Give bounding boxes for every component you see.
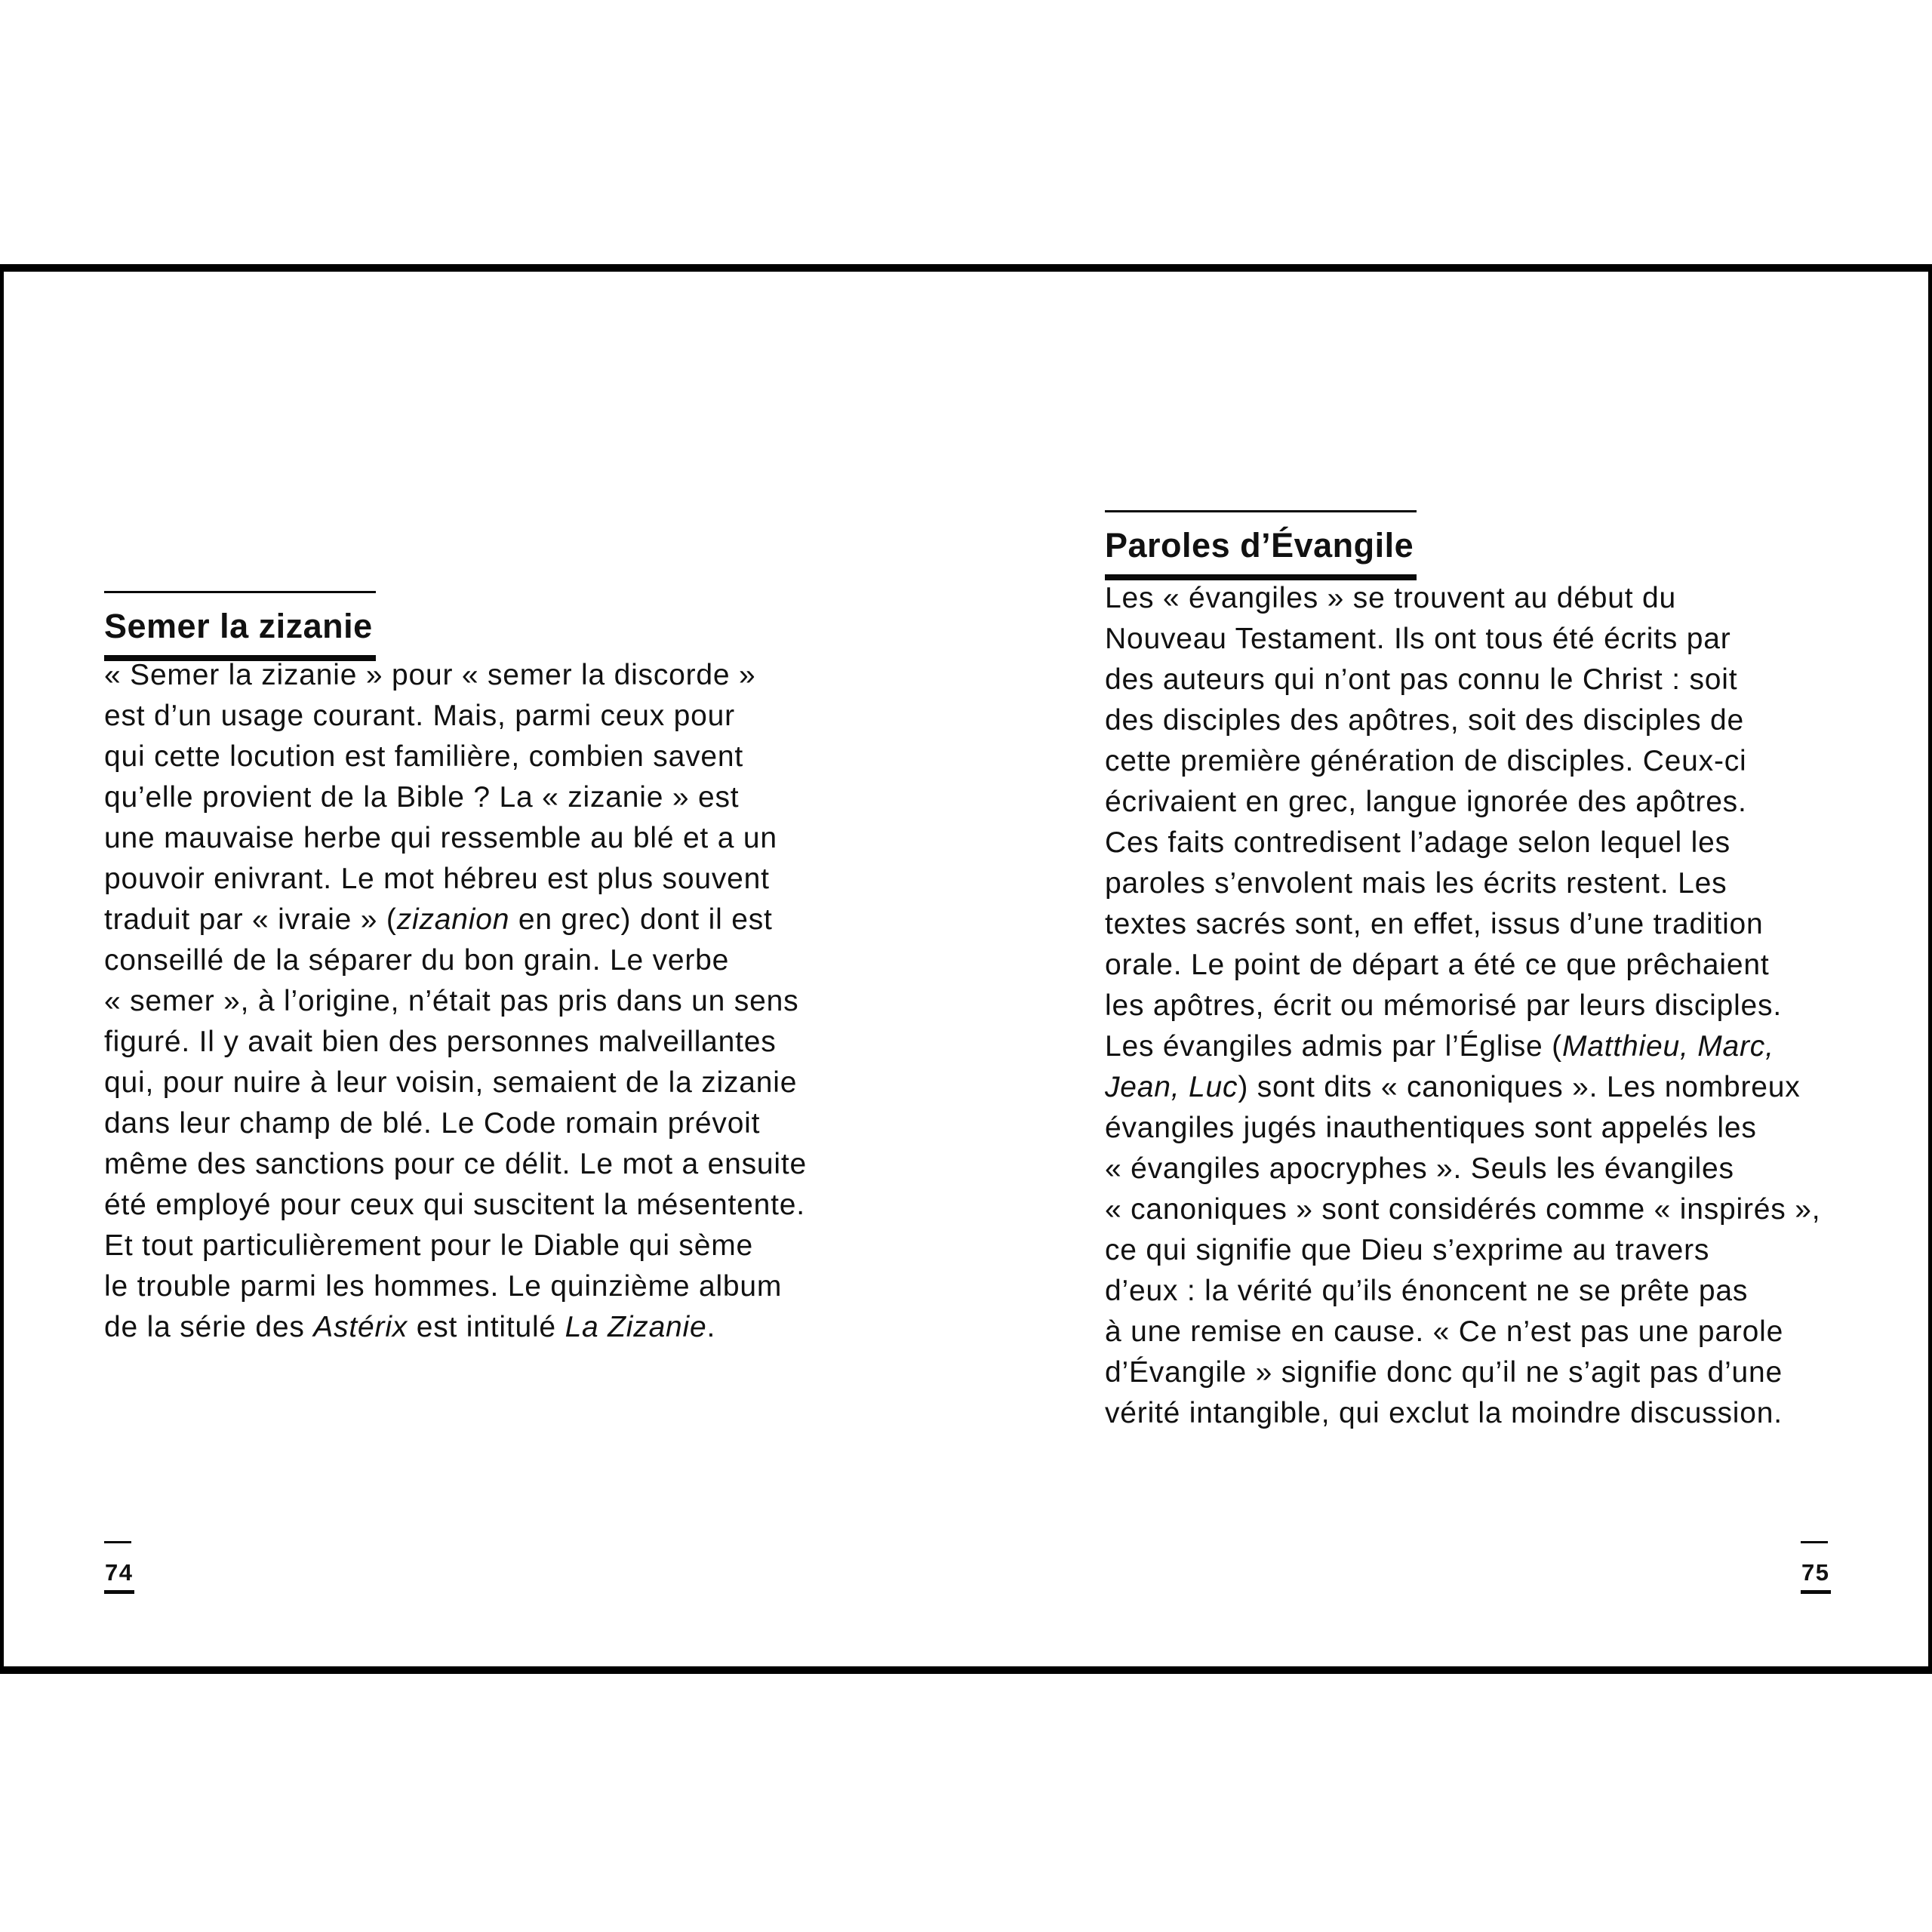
page-number-dash — [1801, 1541, 1828, 1543]
text-line: ce qui signifie que Dieu s’exprime au travers — [1105, 1234, 1710, 1266]
page-number-dash — [104, 1541, 131, 1543]
left-page-heading: Semer la zizanie — [104, 591, 376, 661]
text-line: écrivaient en grec, langue ignorée des apôtres. — [1105, 786, 1747, 818]
text-line: traduit par « ivraie » (zizanion en grec) dont il est — [104, 903, 773, 936]
text-line: le trouble parmi les hommes. Le quinzième album — [104, 1270, 783, 1303]
text-line: « Semer la zizanie » pour « semer la discorde » — [104, 659, 756, 691]
text-line: paroles s’envolent mais les écrits restent. Les — [1105, 867, 1727, 900]
text-line: textes sacrés sont, en effet, issus d’une tradition — [1105, 908, 1764, 940]
text-line: orale. Le point de départ a été ce que prêchaient — [1105, 949, 1770, 981]
right-page-heading: Paroles d’Évangile — [1105, 510, 1417, 580]
text-line: été employé pour ceux qui suscitent la mésentente. — [104, 1189, 805, 1221]
left-page-number-block — [104, 1541, 133, 1594]
text-line: « canoniques » sont considérés comme « inspirés », — [1105, 1193, 1821, 1226]
text-line: Et tout particulièrement pour le Diable qui sème — [104, 1229, 753, 1262]
text-line: est d’un usage courant. Mais, parmi ceux pour — [104, 700, 735, 732]
right-page-body-text — [1105, 578, 1852, 1434]
left-page-number: 74 — [104, 1561, 134, 1594]
text-line: même des sanctions pour ce délit. Le mot a ensuite — [104, 1148, 807, 1180]
text-line: pouvoir enivrant. Le mot hébreu est plus souvent — [104, 863, 770, 895]
text-line: dans leur champ de blé. Le Code romain prévoit — [104, 1107, 761, 1140]
text-line: d’eux : la vérité qu’ils énoncent ne se prête pas — [1105, 1275, 1749, 1307]
text-line: qu’elle provient de la Bible ? La « zizanie » est — [104, 781, 740, 814]
left-page-body-text — [104, 655, 866, 1348]
text-line: figuré. Il y avait bien des personnes malveillantes — [104, 1026, 777, 1058]
text-line: de la série des Astérix est intitulé La Zizanie. — [104, 1311, 716, 1343]
text-line: à une remise en cause. « Ce n’est pas une parole — [1105, 1315, 1784, 1348]
text-line: conseillé de la séparer du bon grain. Le verbe — [104, 944, 730, 977]
text-line: Les évangiles admis par l’Église (Matthieu, Marc, — [1105, 1030, 1774, 1063]
text-line: les apôtres, écrit ou mémorisé par leurs disciples. — [1105, 989, 1782, 1022]
text-line: Nouveau Testament. Ils ont tous été écrits par — [1105, 623, 1731, 655]
text-line: Les « évangiles » se trouvent au début du — [1105, 582, 1676, 614]
text-line: d’Évangile » signifie donc qu’il ne s’agit pas d’une — [1105, 1356, 1783, 1389]
right-page-number: 75 — [1801, 1561, 1831, 1594]
text-line: des auteurs qui n’ont pas connu le Christ : soit — [1105, 663, 1738, 696]
text-line: « évangiles apocryphes ». Seuls les évangiles — [1105, 1152, 1734, 1185]
text-line: « semer », à l’origine, n’était pas pris dans un sens — [104, 985, 799, 1017]
right-page-number-block — [1801, 1541, 1829, 1594]
text-line: une mauvaise herbe qui ressemble au blé et a un — [104, 822, 777, 854]
text-line: cette première génération de disciples. Ceux-ci — [1105, 745, 1747, 777]
text-line: qui cette locution est familière, combien savent — [104, 740, 743, 773]
text-line: des disciples des apôtres, soit des disciples de — [1105, 704, 1745, 737]
text-line: qui, pour nuire à leur voisin, semaient de la zizanie — [104, 1066, 798, 1099]
text-line: Ces faits contredisent l’adage selon lequel les — [1105, 826, 1730, 859]
text-line: vérité intangible, qui exclut la moindre discussion. — [1105, 1397, 1783, 1429]
text-line: Jean, Luc) sont dits « canoniques ». Les nombreux — [1105, 1071, 1801, 1103]
text-line: évangiles jugés inauthentiques sont appelés les — [1105, 1112, 1757, 1144]
